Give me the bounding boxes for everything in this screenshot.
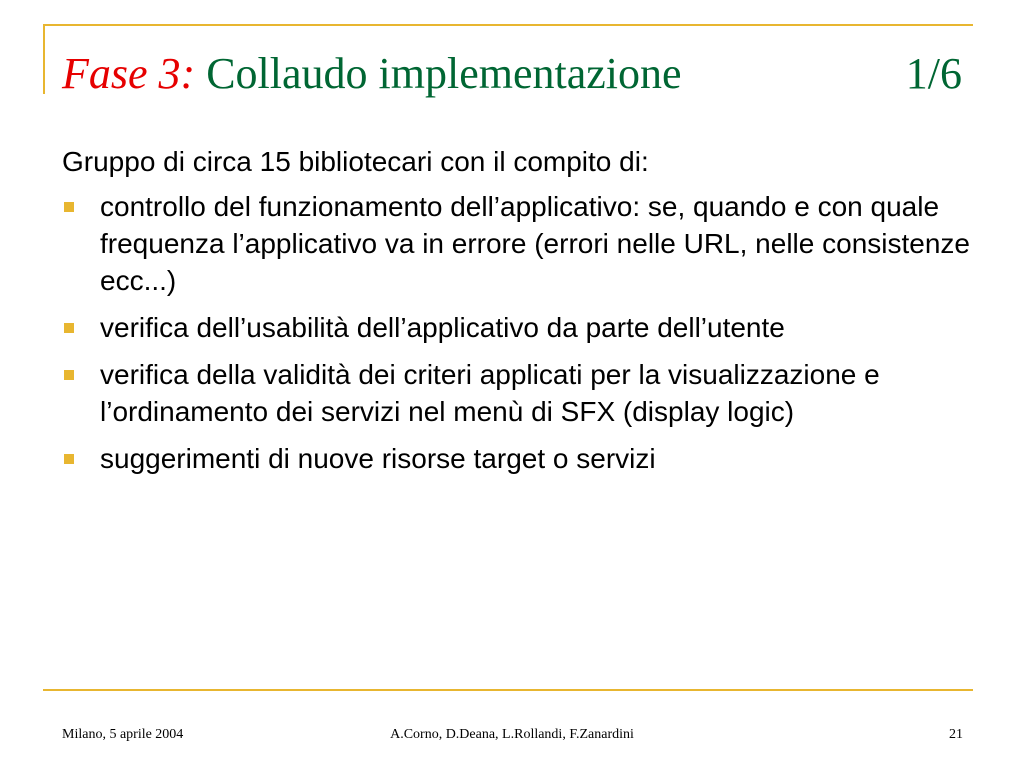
- bullet-text: controllo del funzionamento dell’applicativo: se, quando e con quale frequenza l’applicativo va in errore (errori nelle URL, nelle consistenze ecc...): [100, 191, 970, 296]
- intro-text: Gruppo di circa 15 bibliotecari con il compito di:: [62, 146, 649, 177]
- top-rule: [43, 24, 973, 26]
- slide-title: [62, 44, 972, 104]
- bullet-text: suggerimenti di nuove risorse target o servizi: [100, 443, 656, 474]
- left-rule: [43, 24, 45, 94]
- square-bullet-icon: [64, 370, 74, 380]
- bullet-item: [62, 356, 972, 430]
- title-phase: Fase 3:: [62, 49, 196, 98]
- bullet-item: [62, 440, 972, 477]
- square-bullet-icon: [64, 202, 74, 212]
- bullet-item: [62, 309, 972, 346]
- slide-number: 21: [949, 727, 963, 742]
- footer-rule: [43, 689, 973, 691]
- bullet-text: verifica della validità dei criteri applicati per la visualizzazione e l’ordinamento dei servizi nel menù di SFX (display logic): [100, 359, 880, 427]
- title-text: Collaudo implementazione: [206, 49, 682, 98]
- bullet-item: [62, 188, 972, 299]
- square-bullet-icon: [64, 323, 74, 333]
- footer-date: Milano, 5 aprile 2004: [62, 727, 184, 742]
- square-bullet-icon: [64, 454, 74, 464]
- footer-authors: A.Corno, D.Deana, L.Rollandi, F.Zanardini: [390, 727, 634, 742]
- slide-body: [62, 143, 972, 487]
- bullet-text: verifica dell’usabilità dell’applicativo da parte dell’utente: [100, 312, 785, 343]
- title-page-count: 1/6: [905, 49, 962, 98]
- bullet-list: [62, 188, 972, 477]
